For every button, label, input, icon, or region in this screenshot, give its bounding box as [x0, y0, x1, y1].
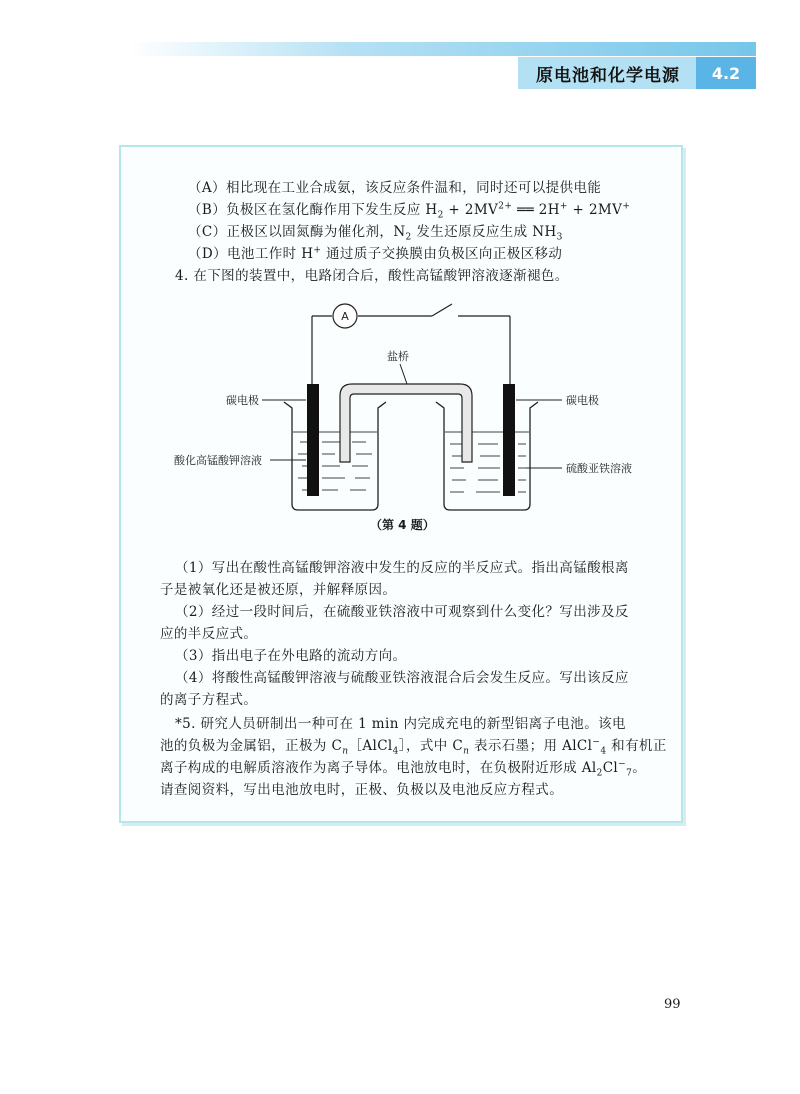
option-a: （A）相比现在工业合成氨，该反应条件温和，同时还可以提供电能 [188, 180, 602, 196]
question-5-line-1: *5. 研究人员研制出一种可在 1 min 内完成充电的新型铝离子电池。该电 [175, 716, 626, 732]
option-d: （D）电池工作时 H+ 通过质子交换膜由负极区向正极区移动 [188, 245, 563, 262]
right-liquid-lines [445, 432, 529, 492]
question-4-part-2a: （2）经过一段时间后，在硫酸亚铁溶液中可观察到什么变化？写出涉及反 [175, 604, 629, 620]
question-4-stem: 4. 在下图的装置中，电路闭合后，酸性高锰酸钾溶液逐渐褪色。 [175, 268, 569, 284]
page-number: 99 [664, 997, 681, 1012]
left-liquid-lines [293, 432, 377, 490]
question-4-part-2b: 应的半反应式。 [160, 626, 258, 642]
option-c: （C）正极区以固氮酶为催化剂，$N_2$ 发生还原反应生成 $NH_3$ [188, 224, 563, 243]
question-5-line-2: 池的负极为金属铝，正极为 $C_n[AlCl_4]$，式中 $C_n$ 表示石墨；用 AlCl−$_4$ 和有机正 [160, 737, 667, 757]
right-solution-label: 硫酸亚铁溶液 [566, 462, 632, 475]
ammeter-label: A [341, 310, 349, 323]
option-b: （B）负极区在氢化酶作用下发生反应 $H_2 + 2MV^{2+}$ ══ 2H+ + 2MV+ [188, 201, 631, 221]
right-electrode-label: 碳电极 [566, 394, 599, 407]
question-4-part-1b: 子是被氧化还是被还原，并解释原因。 [160, 582, 397, 598]
left-electrode-label: 碳电极 [226, 394, 259, 407]
question-4-part-3: （3）指出电子在外电路的流动方向。 [175, 648, 407, 664]
chapter-title: 原电池和化学电源 [536, 65, 680, 86]
salt-bridge-label: 盐桥 [387, 350, 409, 363]
salt-bridge [340, 384, 472, 462]
question-4-part-4a: （4）将酸性高锰酸钾溶液与硫酸亚铁溶液混合后会发生反应。写出该反应 [175, 670, 629, 686]
figure-caption: （第 4 题） [370, 518, 435, 532]
left-beaker [284, 402, 386, 510]
chapter-number: 4.2 [696, 57, 756, 89]
question-4-part-4b: 的离子方程式。 [160, 692, 258, 708]
question-5-line-3: 离子构成的电解质溶液作为离子导体。电池放电时，在负极附近形成 $Al_2Cl^-_7$。 [160, 759, 647, 779]
left-carbon-electrode [307, 384, 319, 496]
question-4-part-1a: （1）写出在酸性高锰酸钾溶液中发生的反应的半反应式。指出高锰酸根离 [175, 560, 629, 576]
question-5-line-4: 请查阅资料，写出电池放电时，正极、负极以及电池反应方程式。 [160, 782, 564, 798]
right-carbon-electrode [503, 384, 515, 496]
left-solution-label: 酸化高锰酸钾溶液 [174, 454, 262, 467]
